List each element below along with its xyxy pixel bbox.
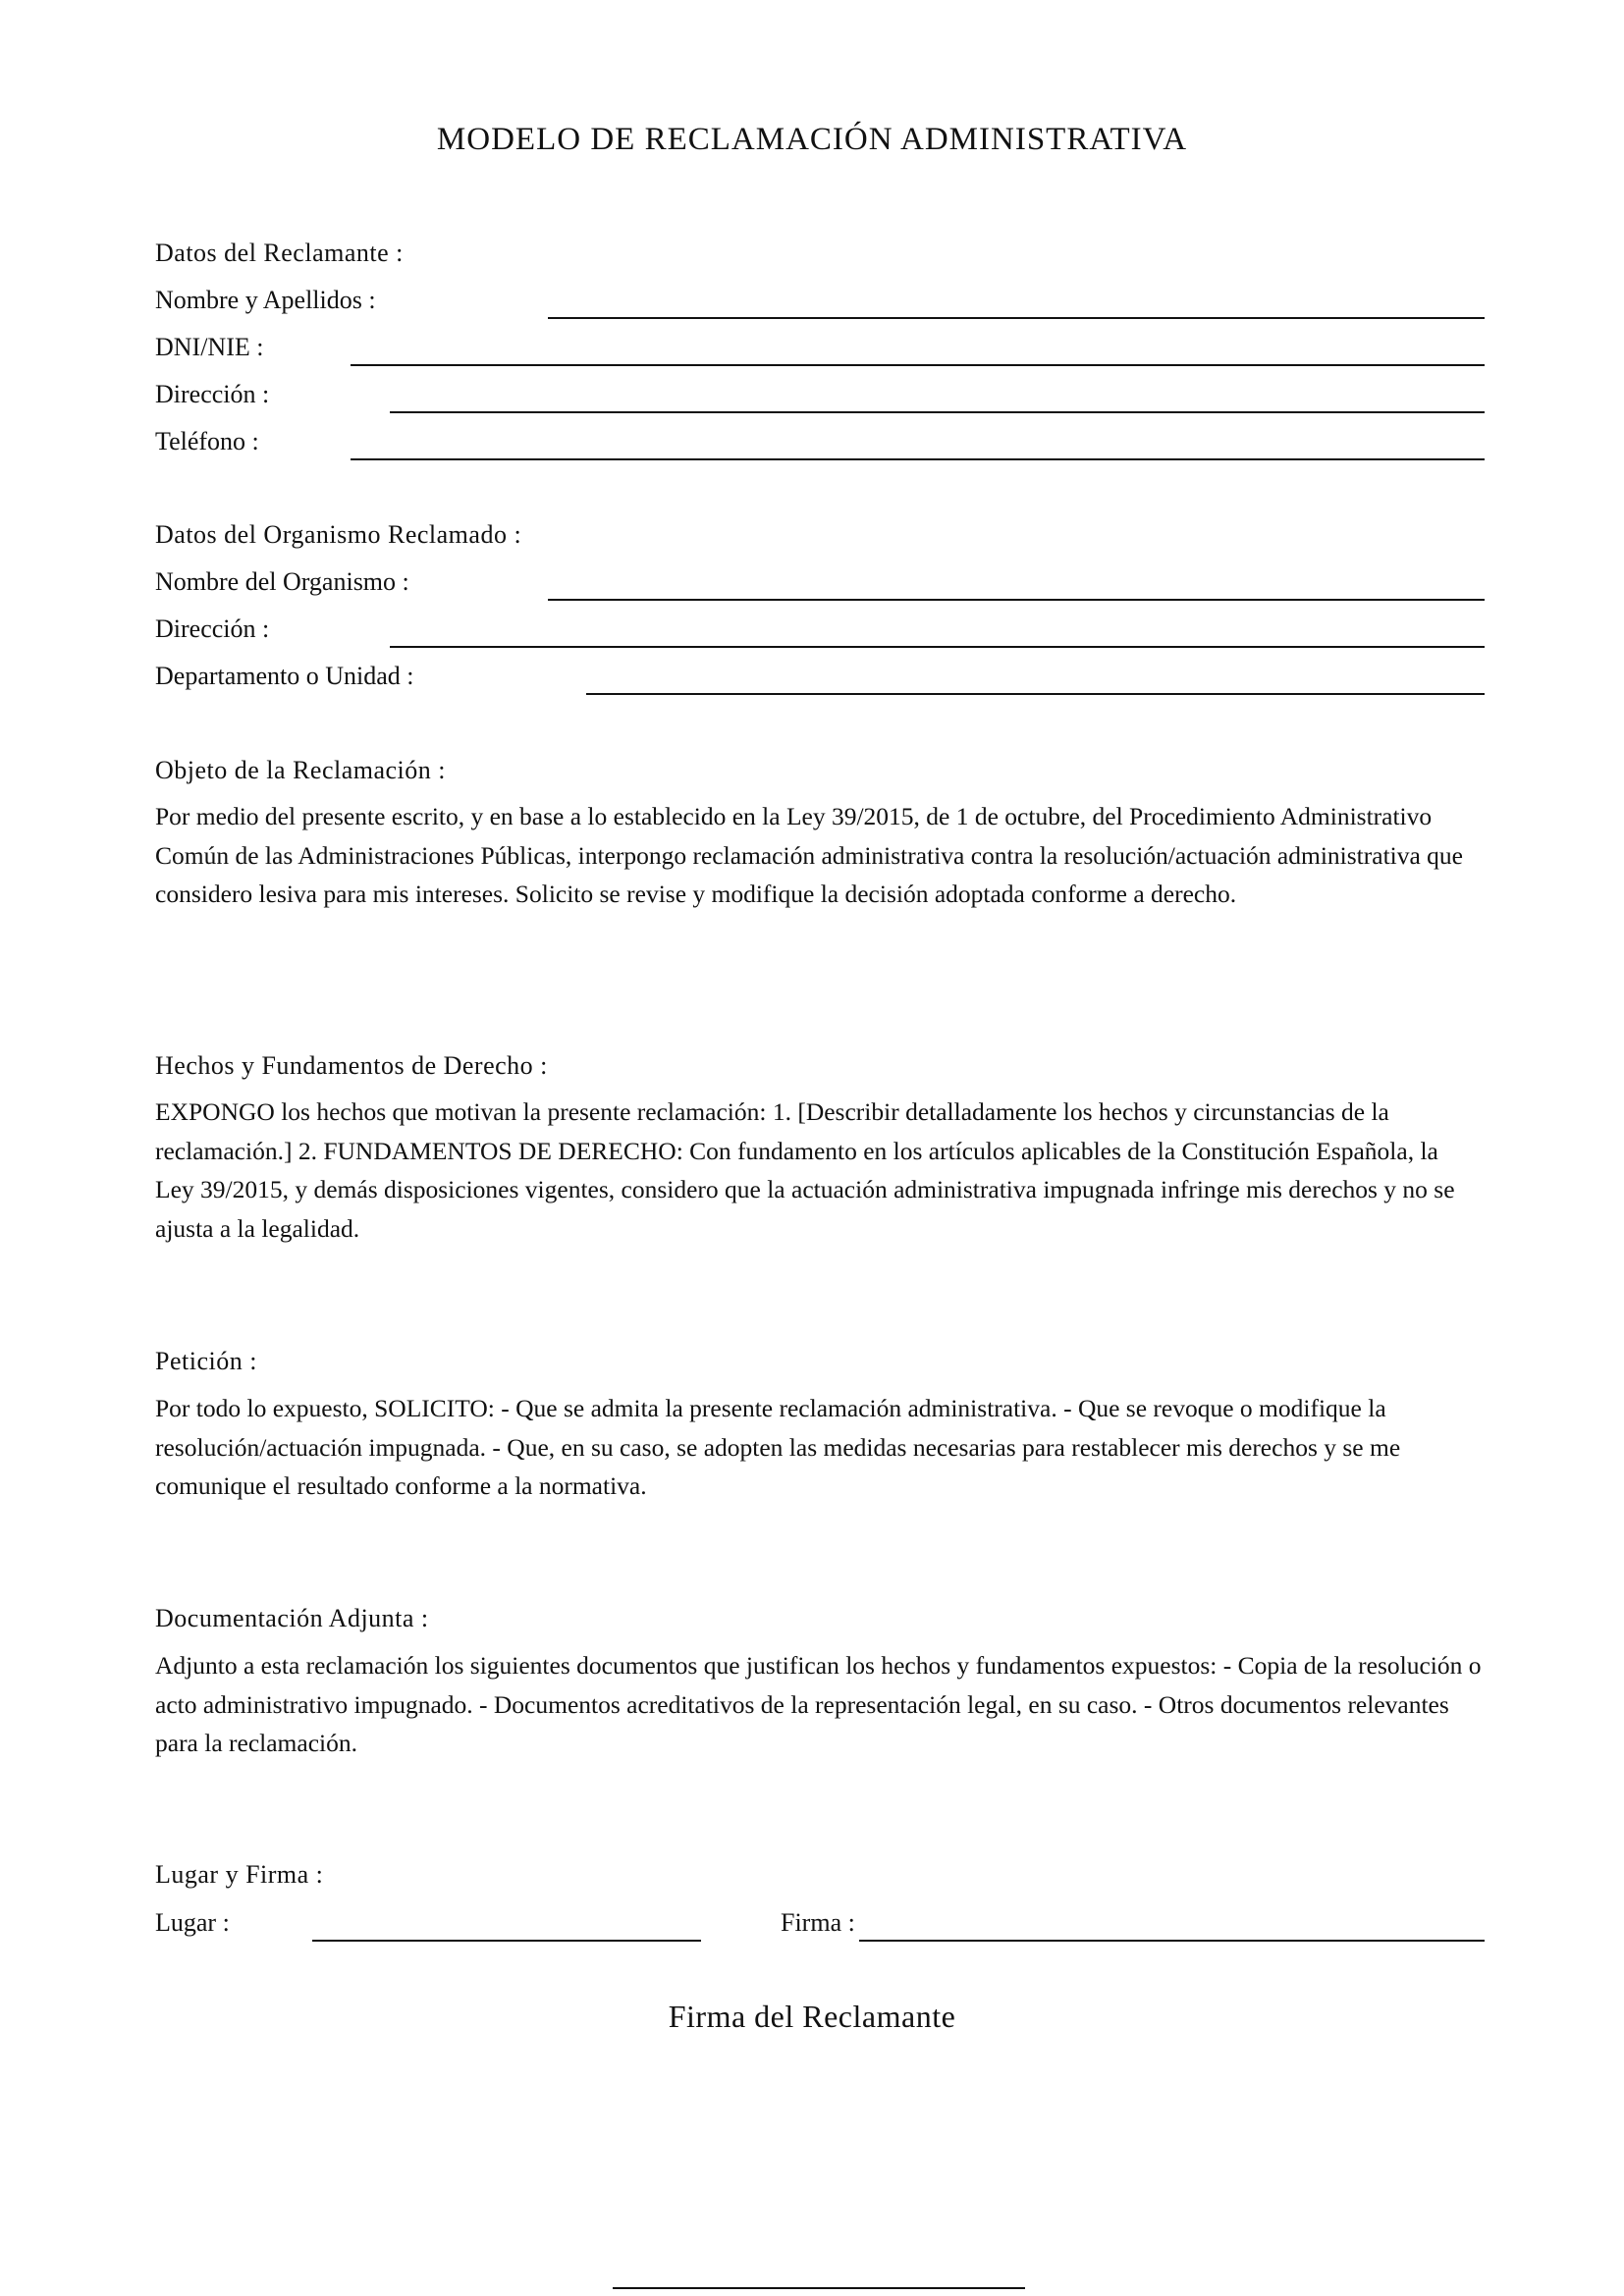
firma-heading: Lugar y Firma : bbox=[155, 1860, 324, 1889]
firma-reclamante-caption: Firma del Reclamante bbox=[668, 1999, 956, 2034]
organismo-nombre-field[interactable] bbox=[548, 599, 1485, 601]
objeto-heading: Objeto de la Reclamación : bbox=[155, 756, 447, 784]
nombre-apellidos-label: Nombre y Apellidos : bbox=[155, 286, 376, 314]
document-title: MODELO DE RECLAMACIÓN ADMINISTRATIVA bbox=[436, 122, 1188, 157]
signature-line bbox=[613, 2287, 1025, 2289]
hechos-heading: Hechos y Fundamentos de Derecho : bbox=[155, 1051, 548, 1080]
firma-field[interactable] bbox=[859, 1940, 1485, 1942]
telefono-field[interactable] bbox=[351, 458, 1485, 460]
documentacion-heading: Documentación Adjunta : bbox=[155, 1604, 429, 1632]
organismo-direccion-label: Dirección : bbox=[155, 614, 270, 643]
reclamante-direccion-label: Dirección : bbox=[155, 380, 270, 408]
nombre-apellidos-field[interactable] bbox=[548, 317, 1485, 319]
dni-label: DNI/NIE : bbox=[155, 333, 264, 361]
reclamante-direccion-field[interactable] bbox=[390, 411, 1485, 413]
dni-field[interactable] bbox=[351, 364, 1485, 366]
documentacion-text: Adjunto a esta reclamación los siguientes documentos que justifican los hechos y fundamentos expuestos: - Copia de la resolución o acto administrativo impugnado. - Documentos acreditativos de la representación legal, en su caso. - Otros documentos relevantes para la reclamación. bbox=[155, 1651, 1482, 1757]
peticion-text: Por todo lo expuesto, SOLICITO: - Que se admita la presente reclamación administrativa. - Que se revoque o modifique la resolución/actuación impugnada. - Que, en su caso, se adopten las medidas necesarias para restablecer mis derechos y se me comunique el resultado conforme a la normativa. bbox=[155, 1394, 1401, 1500]
lugar-field[interactable] bbox=[312, 1940, 701, 1942]
organismo-heading: Datos del Organismo Reclamado : bbox=[155, 520, 522, 549]
objeto-text: Por medio del presente escrito, y en base a lo establecido en la Ley 39/2015, de 1 de octubre, del Procedimiento Administrativo Común de las Administraciones Públicas, interpongo reclamación administrativa contra la resolución/actuación administrativa que considero lesiva para mis intereses. Solicito se revise y modifique la decisión adoptada conforme a derecho. bbox=[155, 802, 1464, 908]
hechos-text: EXPONGO los hechos que motivan la presente reclamación: 1. [Describir detalladamente los hechos y circunstancias de la reclamación.] 2. FUNDAMENTOS DE DERECHO: Con fundamento en los artículos aplicables de la Constitución Española, la Ley 39/2015, y demás disposiciones vigentes, considero que la actuación administrativa impugnada infringe mis derechos y no se ajusta a la legalidad. bbox=[155, 1097, 1455, 1243]
lugar-label: Lugar : bbox=[155, 1908, 230, 1937]
organismo-direccion-field[interactable] bbox=[390, 646, 1485, 648]
departamento-label: Departamento o Unidad : bbox=[155, 662, 414, 690]
reclamante-heading: Datos del Reclamante : bbox=[155, 239, 404, 267]
departamento-field[interactable] bbox=[586, 693, 1485, 695]
telefono-label: Teléfono : bbox=[155, 427, 259, 455]
organismo-nombre-label: Nombre del Organismo : bbox=[155, 567, 409, 596]
firma-label: Firma : bbox=[781, 1908, 855, 1937]
peticion-heading: Petición : bbox=[155, 1347, 257, 1375]
